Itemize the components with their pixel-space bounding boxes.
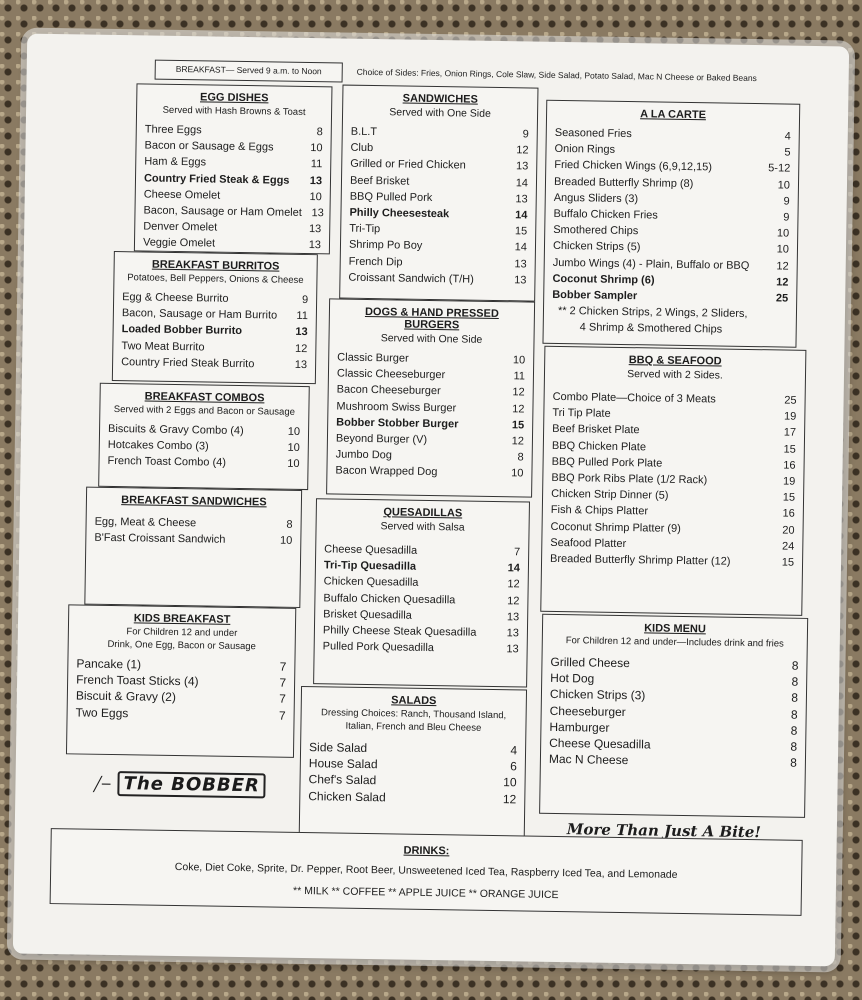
menu-item xyxy=(107,453,299,472)
section-subtitle: Dressing Choices: Ranch, Thousand Island, xyxy=(320,707,507,722)
fish-icon: ╱─ xyxy=(93,776,111,793)
menu-item-name: Two Meat Burrito xyxy=(121,339,205,354)
section-subtitle: Served with 2 Eggs and Bacon or Sausage xyxy=(113,404,296,418)
menu-item-name: Bacon Cheeseburger xyxy=(336,383,441,398)
menu-item-price: 12 xyxy=(516,144,529,157)
menu-item-price: 25 xyxy=(784,394,797,407)
menu-item-price: 7 xyxy=(279,692,286,707)
menu-item-price: 10 xyxy=(310,142,323,155)
menu-item-name: Bobber Stobber Burger xyxy=(336,416,459,431)
menu-item-name: Seasoned Fries xyxy=(554,126,632,141)
section-subtitle: Served with Salsa xyxy=(380,520,465,534)
menu-item-price: 10 xyxy=(287,425,301,438)
section-title: A LA CARTE xyxy=(640,108,707,122)
menu-item xyxy=(323,639,519,658)
menu-item-name: BBQ Pulled Pork Plate xyxy=(551,455,663,470)
menu-item-name: Loaded Bobber Burrito xyxy=(121,323,243,338)
menu-item-price: 8 xyxy=(286,518,293,531)
section-title: BREAKFAST COMBOS xyxy=(144,390,265,405)
menu-item-price: 10 xyxy=(287,458,300,471)
menu-item-price: 15 xyxy=(511,419,525,432)
burgers-list xyxy=(335,350,525,483)
breakfast-sandwiches-section xyxy=(84,487,302,608)
menu-item-price: 9 xyxy=(783,211,790,224)
section-title: KIDS MENU xyxy=(644,622,706,636)
menu-item-price: 12 xyxy=(512,386,525,399)
sandwiches-list xyxy=(348,124,529,289)
menu-item-price: 15 xyxy=(783,443,796,456)
menu-item-name: Chicken Strips (5) xyxy=(552,240,641,254)
menu-item-name: Tri-Tip xyxy=(349,222,381,236)
menu-item-name: Bacon, Sausage or Ham Omelet xyxy=(143,204,302,219)
menu-item-price: 13 xyxy=(309,174,323,187)
menu-item-name: Beef Brisket Plate xyxy=(552,423,640,437)
menu-item-name: Smothered Chips xyxy=(553,224,639,238)
section-title: EGG DISHES xyxy=(199,91,269,105)
breakfast-header: BREAKFAST— Served 9 a.m. to Noon xyxy=(175,63,322,77)
menu-item-name: French Toast Sticks (4) xyxy=(76,672,199,689)
menu-item-name: Coconut Shrimp (6) xyxy=(552,272,655,287)
menu-item-price: 9 xyxy=(783,195,790,208)
menu-item-name: Biscuits & Gravy Combo (4) xyxy=(107,422,244,438)
menu-item-price: 8 xyxy=(791,674,799,689)
menu-item-name: Veggie Omelet xyxy=(142,236,216,250)
menu-item-price: 6 xyxy=(510,759,517,774)
menu-item-name: Ham & Eggs xyxy=(144,155,207,169)
menu-item-name: Jumbo Dog xyxy=(335,448,393,462)
menu-item-price: 8 xyxy=(791,658,799,673)
menu-item-name: Breaded Butterfly Shrimp Platter (12) xyxy=(549,552,731,568)
sampler-note: ** 2 Chicken Strips, 2 Wings, 2 Sliders, xyxy=(557,305,748,321)
logo-text: The BOBBER xyxy=(117,771,266,798)
bbq-seafood-section xyxy=(540,346,806,616)
menu-item-price: 14 xyxy=(515,176,529,190)
section-subtitle: Potatoes, Bell Peppers, Onions & Cheese xyxy=(127,272,304,286)
menu-item-name: Breaded Butterfly Shrimp (8) xyxy=(553,175,694,190)
kids-breakfast-section xyxy=(66,604,296,758)
menu-item-name: B.L.T xyxy=(350,125,378,139)
menu-item-name: Bacon, Sausage or Ham Burrito xyxy=(121,307,278,322)
menu-item-price: 25 xyxy=(775,292,789,305)
menu-item-price: 10 xyxy=(776,243,790,257)
menu-item-price: 13 xyxy=(514,257,527,271)
menu-item-name: Hot Dog xyxy=(550,671,595,686)
drinks-line-2: ** MILK ** COFFEE ** APPLE JUICE ** ORANGE JUICE xyxy=(292,884,559,902)
section-subtitle: Served with One Side xyxy=(380,332,483,346)
section-title: BREAKFAST BURRITOS xyxy=(151,258,280,273)
menu-item-price: 19 xyxy=(784,410,797,423)
menu-item-price: 12 xyxy=(507,594,520,608)
kids-breakfast-list xyxy=(75,655,286,723)
egg-dishes-section xyxy=(134,83,333,254)
menu-item-price: 13 xyxy=(295,326,308,339)
menu-item-price: 13 xyxy=(506,627,520,640)
menu-item-name: Cheeseburger xyxy=(549,703,626,719)
breakfast-burritos-section xyxy=(112,251,318,384)
menu-item-price: 10 xyxy=(777,179,791,192)
menu-item-price: 15 xyxy=(782,491,796,504)
bfast-sandwiches-list xyxy=(94,514,292,550)
menu-item-name: Bacon or Sausage & Eggs xyxy=(144,139,274,154)
section-title: BREAKFAST SANDWICHES xyxy=(121,494,267,509)
menu-item-name: Fish & Chips Platter xyxy=(550,504,649,518)
menu-item-name: French Toast Combo (4) xyxy=(107,455,227,470)
section-subtitle-2: Italian, French and Bleu Cheese xyxy=(345,720,482,734)
breakfast-combos-section xyxy=(98,383,310,490)
menu-item-name: Fried Chicken Wings (6,9,12,15) xyxy=(554,159,713,174)
menu-item-name: Grilled Cheese xyxy=(550,654,630,671)
menu-item-name: Tri-Tip Quesadilla xyxy=(323,559,417,573)
menu-item-price: 20 xyxy=(782,524,795,537)
section-title: DOGS & HAND PRESSED BURGERS xyxy=(364,305,499,332)
menu-item-price: 13 xyxy=(308,223,322,236)
section-title: QUESADILLAS xyxy=(383,506,463,520)
menu-item-name: French Dip xyxy=(348,255,403,269)
quesadillas-section xyxy=(313,498,530,687)
salads-section xyxy=(299,686,527,844)
menu-item-name: Chicken Salad xyxy=(308,788,386,804)
a-la-carte-section xyxy=(542,100,800,348)
menu-item-name: BBQ Chicken Plate xyxy=(551,439,647,453)
menu-item-name: Croissant Sandwich (T/H) xyxy=(348,271,474,286)
menu-item xyxy=(549,751,797,771)
menu-item-price: 10 xyxy=(287,441,300,455)
drinks-line-1: Coke, Diet Coke, Sprite, Dr. Pepper, Root Beer, Unsweetened Iced Tea, Raspberry Iced Tea, and Lemonade xyxy=(174,861,678,881)
section-subtitle: For Children 12 and under xyxy=(126,626,238,639)
menu-item-name: Philly Cheesesteak xyxy=(349,206,450,221)
menu-item-price: 12 xyxy=(776,260,789,273)
menu-item-name: Two Eggs xyxy=(75,705,129,720)
menu-item-name: Denver Omelet xyxy=(143,220,218,234)
menu-item-price: 13 xyxy=(506,611,520,624)
menu-item-name: BBQ Pork Ribs Plate (1/2 Rack) xyxy=(551,471,708,487)
menu-item-price: 11 xyxy=(513,370,526,383)
burgers-section xyxy=(326,298,535,497)
menu-item xyxy=(121,354,307,373)
menu-item-name: Hotcakes Combo (3) xyxy=(107,439,209,453)
menu-item-price: 12 xyxy=(502,791,517,806)
menu-item-name: Brisket Quesadilla xyxy=(323,608,412,622)
section-subtitle: Served with 2 Sides. xyxy=(627,368,723,382)
menu-item-name: Bobber Sampler xyxy=(552,288,638,303)
menu-item-price: 10 xyxy=(503,775,517,790)
drinks-title: DRINKS: xyxy=(403,844,450,858)
menu-item-name: Egg, Meat & Cheese xyxy=(94,515,197,530)
menu-item xyxy=(75,704,285,723)
menu-item-price: 24 xyxy=(781,540,795,553)
menu-item-name: Chef's Salad xyxy=(308,772,377,788)
menu-item-price: 7 xyxy=(513,546,521,559)
menu-item xyxy=(348,270,526,289)
menu-item-price: 13 xyxy=(514,274,527,287)
menu-item-name: House Salad xyxy=(308,756,378,772)
menu-item-price: 8 xyxy=(790,723,798,738)
menu-item-price: 8 xyxy=(790,755,798,770)
menu-item-name: Buffalo Chicken Fries xyxy=(553,207,658,222)
a-la-carte-list xyxy=(552,125,791,307)
menu-item-name: BBQ Pulled Pork xyxy=(349,190,433,204)
egg-dishes-list xyxy=(143,121,323,253)
menu-item-price: 12 xyxy=(511,435,525,448)
breakfast-header-box xyxy=(155,60,343,83)
menu-item-name: B'Fast Croissant Sandwich xyxy=(94,531,226,546)
menu-item-price: 8 xyxy=(316,126,323,139)
menu-item-price: 4 xyxy=(784,130,791,143)
section-title: SALADS xyxy=(391,694,437,708)
menu-item-name: Country Fried Steak Burrito xyxy=(121,355,255,371)
menu-item-price: 5 xyxy=(784,146,791,159)
menu-item-name: Beyond Burger (V) xyxy=(335,432,428,446)
combos-list xyxy=(107,421,300,473)
section-title: KIDS BREAKFAST xyxy=(133,612,231,626)
menu-item-price: 10 xyxy=(511,467,524,480)
menu-item-price: 14 xyxy=(514,241,528,254)
menu-item-name: Cheese Omelet xyxy=(143,188,221,202)
menu-item-price: 10 xyxy=(776,227,790,240)
section-subtitle: Served with One Side xyxy=(389,106,491,120)
kids-menu-section xyxy=(539,614,808,818)
quesadillas-list xyxy=(323,541,521,657)
menu-item-name: Jumbo Wings (4) - Plain, Buffalo or BBQ xyxy=(552,256,750,272)
menu-item-name: Mac N Cheese xyxy=(548,752,629,768)
menu-item-price: 15 xyxy=(781,556,795,569)
menu-item-name: Bacon Wrapped Dog xyxy=(335,464,438,479)
menu-item-name: Shrimp Po Boy xyxy=(348,239,423,253)
menu-item-name: Onion Rings xyxy=(554,143,616,157)
bobber-logo xyxy=(93,773,266,797)
menu-item-price: 7 xyxy=(278,708,286,723)
burritos-list xyxy=(121,289,308,373)
menu-item xyxy=(550,551,794,571)
menu-item xyxy=(94,530,292,549)
menu-item-price: 14 xyxy=(507,562,521,575)
menu-item-price: 16 xyxy=(783,459,796,472)
section-subtitle: Served with Hash Browns & Toast xyxy=(162,104,306,118)
sides-header: Choice of Sides: Fries, Onion Rings, Cole Slaw, Side Salad, Potato Salad, Mac N Cheese or Baked Beans xyxy=(356,66,757,84)
menu-item-name: Beef Brisket xyxy=(349,174,410,188)
salads-list xyxy=(308,739,517,807)
section-title: BBQ & SEAFOOD xyxy=(628,354,722,368)
menu-item-price: 15 xyxy=(514,225,528,238)
kids-menu-list xyxy=(549,654,799,771)
menu-item-name: Hamburger xyxy=(549,719,610,735)
menu-item-price: 12 xyxy=(295,342,308,355)
menu-item-name: Cheese Quesadilla xyxy=(549,735,651,752)
menu-item-name: Grilled or Fried Chicken xyxy=(350,158,466,172)
menu-item-name: Philly Cheese Steak Quesadilla xyxy=(322,624,477,639)
menu-item-price: 8 xyxy=(517,451,524,464)
menu-item-price: 10 xyxy=(309,190,322,204)
menu-item-price: 12 xyxy=(507,578,520,591)
menu-item-price: 13 xyxy=(294,358,308,371)
menu-item-price: 8 xyxy=(790,739,798,754)
menu-item-name: Classic Burger xyxy=(337,351,409,365)
menu-item-price: 10 xyxy=(279,534,293,548)
section-subtitle: For Children 12 and under—Includes drink and fries xyxy=(565,635,784,650)
section-subtitle-2: Drink, One Egg, Bacon or Sausage xyxy=(107,638,256,653)
menu-item-name: Three Eggs xyxy=(144,123,202,137)
menu-item-name: Angus Sliders (3) xyxy=(553,191,639,206)
menu-item-name: Biscuit & Gravy (2) xyxy=(75,688,177,705)
sampler-note-2: 4 Shrimp & Smothered Chips xyxy=(579,321,723,336)
menu-item-price: 14 xyxy=(515,209,528,222)
menu-item-name: Mushroom Swiss Burger xyxy=(336,400,457,414)
menu-item-name: Side Salad xyxy=(308,740,368,756)
menu-item-name: Combo Plate—Choice of 3 Meats xyxy=(552,390,716,406)
menu-item-name: Club xyxy=(350,141,374,155)
menu-item-price: 11 xyxy=(296,310,308,323)
menu-item-price: 8 xyxy=(790,707,798,722)
menu-item-name: Buffalo Chicken Quesadilla xyxy=(323,591,456,607)
menu-item-price: 12 xyxy=(512,402,525,416)
menu-item-price: 4 xyxy=(510,743,518,758)
drinks-section xyxy=(50,828,803,916)
menu-item-name: Pancake (1) xyxy=(76,656,142,672)
menu-item-price: 13 xyxy=(515,160,529,173)
bbq-seafood-list xyxy=(550,389,797,571)
menu-item-name: Tri Tip Plate xyxy=(552,407,611,421)
menu-item-price: 9 xyxy=(301,293,309,307)
menu-item-price: 13 xyxy=(515,193,528,206)
menu-item-price: 11 xyxy=(310,158,323,171)
menu-item-price: 8 xyxy=(791,691,799,706)
menu-item-name: Egg & Cheese Burrito xyxy=(122,291,229,305)
menu-item-price: 17 xyxy=(783,426,797,440)
menu-item-name: Coconut Shrimp Platter (9) xyxy=(550,520,681,535)
menu-item-name: Pulled Pork Quesadilla xyxy=(322,640,435,655)
menu-item-name: Cheese Quesadilla xyxy=(324,543,418,557)
menu-item-price: 9 xyxy=(522,128,529,141)
menu-item-price: 12 xyxy=(776,276,789,289)
menu-item-price: 13 xyxy=(308,239,322,252)
menu-item-name: Seafood Platter xyxy=(550,536,627,550)
section-title: SANDWICHES xyxy=(402,92,478,106)
menu-item-price: 16 xyxy=(782,507,795,521)
menu-item xyxy=(308,788,516,807)
menu-item xyxy=(335,463,523,482)
menu-item-name: Chicken Strips (3) xyxy=(549,687,646,703)
menu-item-price: 5-12 xyxy=(768,162,791,176)
menu-sheet xyxy=(13,34,849,967)
menu-item-price: 13 xyxy=(311,207,324,220)
menu-item-price: 7 xyxy=(279,659,287,674)
menu-item-name: Country Fried Steak & Eggs xyxy=(143,172,290,187)
menu-item-name: Chicken Strip Dinner (5) xyxy=(551,488,669,502)
sandwiches-section xyxy=(339,85,538,302)
menu-item-price: 19 xyxy=(782,475,796,488)
menu-item-name: Chicken Quesadilla xyxy=(323,575,419,590)
menu-item-name: Classic Cheeseburger xyxy=(336,367,446,382)
menu-item-price: 10 xyxy=(512,354,526,367)
menu-item-price: 13 xyxy=(506,643,519,656)
slogan: More Than Just A Bite! xyxy=(566,820,762,842)
menu-item-price: 7 xyxy=(279,675,287,690)
